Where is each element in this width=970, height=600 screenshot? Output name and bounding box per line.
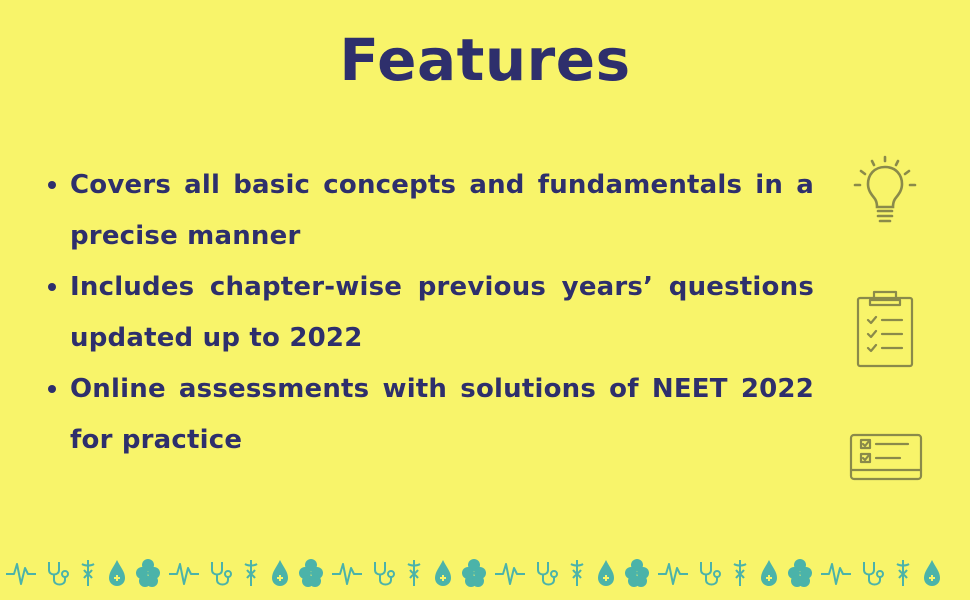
blood-drop-icon <box>924 560 940 586</box>
medical-pattern-strip <box>0 554 970 590</box>
feature-text: Covers all basic concepts and fundamentals in a precise manner <box>70 170 814 251</box>
feature-item <box>48 262 814 364</box>
caduceus-icon <box>734 560 746 586</box>
feature-item <box>48 364 814 466</box>
page-title: Features <box>339 26 631 94</box>
flower-icon <box>462 559 486 587</box>
checklist-clipboard-icon <box>852 288 918 370</box>
blood-drop-icon <box>435 560 451 586</box>
blood-drop-icon <box>272 560 288 586</box>
caduceus-icon <box>82 560 94 586</box>
flower-icon <box>299 559 323 587</box>
flower-icon <box>788 559 812 587</box>
stethoscope-icon <box>212 562 231 585</box>
caduceus-icon <box>897 560 909 586</box>
stethoscope-icon <box>49 562 68 585</box>
caduceus-icon <box>571 560 583 586</box>
bullet-icon <box>48 283 56 291</box>
heartbeat-icon <box>332 564 362 584</box>
stethoscope-icon <box>375 562 394 585</box>
blood-drop-icon <box>598 560 614 586</box>
feature-text: Online assessments with solutions of NEET 2022 for practice <box>70 374 814 455</box>
checklist-screen-icon <box>848 432 924 484</box>
bullet-icon <box>48 385 56 393</box>
stethoscope-icon <box>538 562 557 585</box>
stethoscope-icon <box>864 562 883 585</box>
caduceus-icon <box>408 560 420 586</box>
blood-drop-icon <box>109 560 125 586</box>
features-list <box>48 160 814 466</box>
flower-icon <box>625 559 649 587</box>
blood-drop-icon <box>761 560 777 586</box>
bullet-icon <box>48 181 56 189</box>
light-bulb-icon <box>850 155 920 227</box>
feature-item <box>48 160 814 262</box>
flower-icon <box>136 559 160 587</box>
heartbeat-icon <box>169 564 199 584</box>
heartbeat-icon <box>6 564 36 584</box>
stethoscope-icon <box>701 562 720 585</box>
heartbeat-icon <box>821 564 851 584</box>
heartbeat-icon <box>658 564 688 584</box>
caduceus-icon <box>245 560 257 586</box>
heartbeat-icon <box>495 564 525 584</box>
feature-text: Includes chapter-wise previous years’ questions updated up to 2022 <box>70 272 814 353</box>
